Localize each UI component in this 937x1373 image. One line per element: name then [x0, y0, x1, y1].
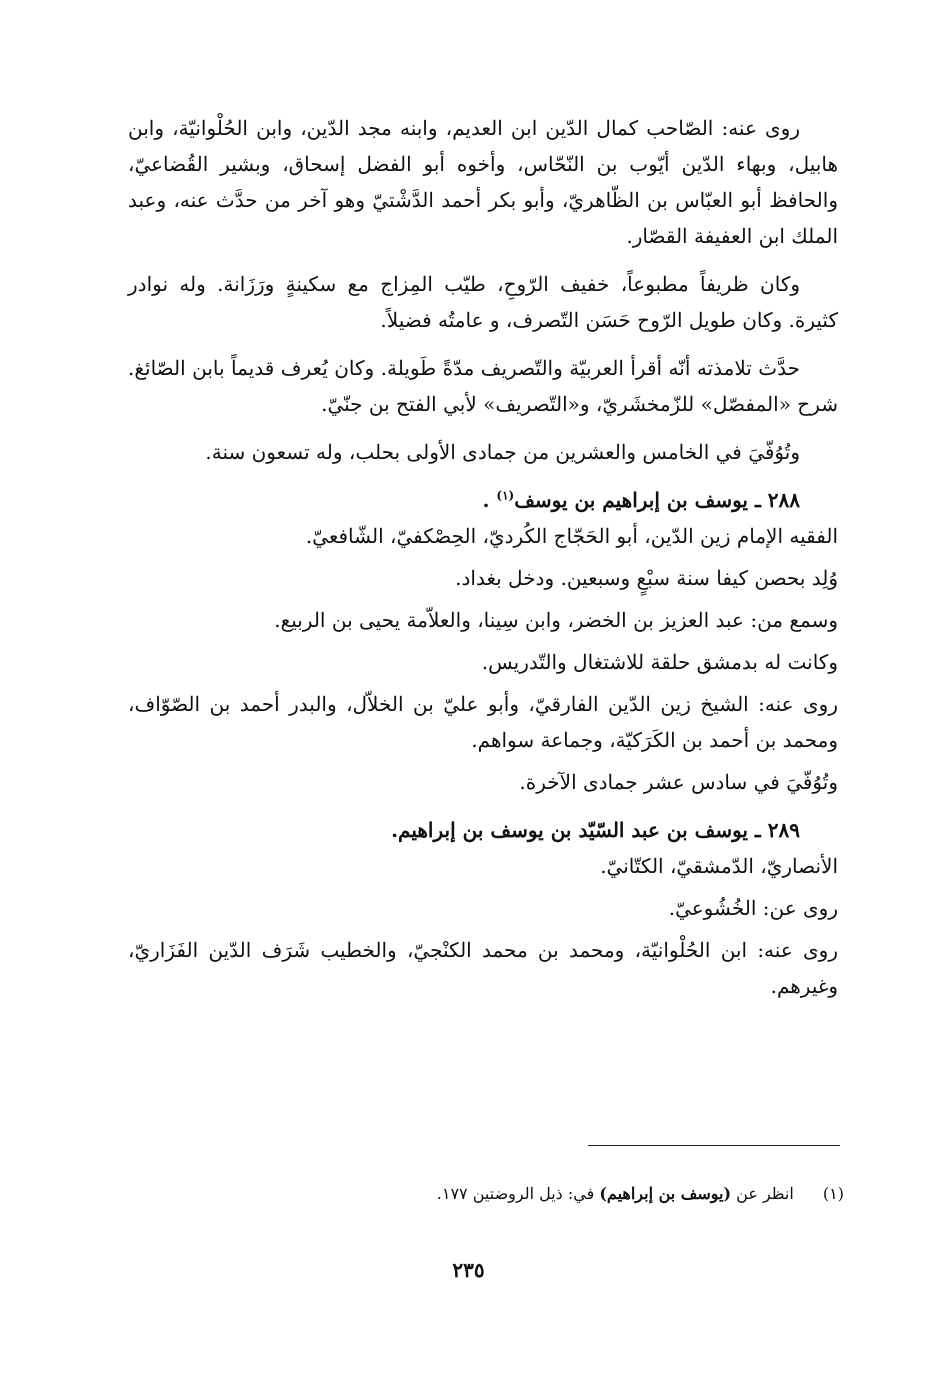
entry-288-line: وسمع من: عبد العزيز بن الخضر، وابن سِينا، والعلاّمة يحيى بن الربيع. [274, 608, 838, 632]
paragraph-character: وكان ظريفاً مطبوعاً، خفيف الرّوحِ، طيّب المِزاج مع سكينةٍ ورَزَانة. وله نوادر كثيرة. وكان طويل الرّوح حَسَن التّصرف، و عامتُه فضيلاً. [128, 272, 838, 332]
footnote-divider [588, 1145, 840, 1146]
footnote-suffix: في: ذيل الروضتين ١٧٧. [436, 1184, 595, 1203]
paragraph-narrators: روى عنه: الصّاحب كمال الدّين ابن العديم، وابنه مجد الدّين، وابن الحُلْوانيّة، وابن هابيل، وبهاء الدّين أيّوب بن النّحّاس، وأخوه أبو الفضل إسحاق، وبشير القُضاعيّ، والحافظ أبو العبّاس بن الظّاهريّ، وأبو بكر أحمد الدَّشْتيّ وهو آخر من حدَّث عنه، وعبد الملك ابن العفيفة القصّار. [128, 116, 838, 248]
entry-288-line: وتُوُفّيَ في سادس عشر جمادى الآخرة. [519, 770, 838, 794]
entry-289-line: الأنصاريّ، الدّمشقيّ، الكتّانيّ. [600, 854, 838, 878]
entry-288-heading [128, 482, 838, 518]
entry-288-line: الفقيه الإمام زين الدّين، أبو الحَجّاج الكُرديّ، الحِصْكفيّ، الشّافعيّ. [305, 524, 838, 548]
footnote-bold-title: (يوسف بن إبراهيم) [599, 1184, 732, 1203]
entry-288-title: ٢٨٨ ـ يوسف بن إبراهيم بن يوسف [514, 488, 800, 512]
entry-289-line: روى عنه: ابن الحُلْوانيّة، ومحمد بن محمد الكنْجيّ، والخطيب شَرَف الدّين الفَزَاريّ، وغيرهم. [128, 938, 838, 998]
entry-288-line: روى عنه: الشيخ زين الدّين الفارقيّ، وأبو عليّ بن الخلاّل، والبدر أحمد بن الصّوّاف، ومحمد بن أحمد بن الكَرَكيّة، وجماعة سواهم. [128, 692, 838, 752]
footnote-marker: (١) [496, 488, 515, 503]
paragraph-teaching: حدَّث تلامذته أنّه أقرأ العربيّة والتّصريف مدّةً طَويلة. وكان يُعرف قديماً بابن الصّائغ. شرح «المفصّل» للزّمخشَريّ، و«التّصريف» لأبي الفتح بن جنّيّ. [128, 356, 838, 416]
page-number: ٢٣٥ [452, 1258, 485, 1282]
paragraph-death: وتُوُفّيَ في الخامس والعشرين من جمادى الأولى بحلب، وله تسعون سنة. [205, 440, 800, 464]
entry-289-line: روى عن: الخُشُوعيّ. [668, 896, 838, 920]
main-text [128, 110, 838, 1010]
entry-289-heading: ٢٨٩ ـ يوسف بن عبد السّيّد بن يوسف بن إبراهيم. [391, 818, 800, 842]
footnote-prefix: انظر عن [736, 1184, 794, 1203]
entry-288-heading-end: . [482, 488, 490, 512]
footnote [128, 1182, 844, 1206]
entry-288-line: وكانت له بدمشق حلقة للاشتغال والتّدريس. [481, 650, 838, 674]
entry-288-line: وُلِد بحصن كيفا سنة سبْعٍ وسبعين. ودخل بغداد. [455, 566, 838, 590]
footnote-number: (١) [822, 1184, 844, 1203]
